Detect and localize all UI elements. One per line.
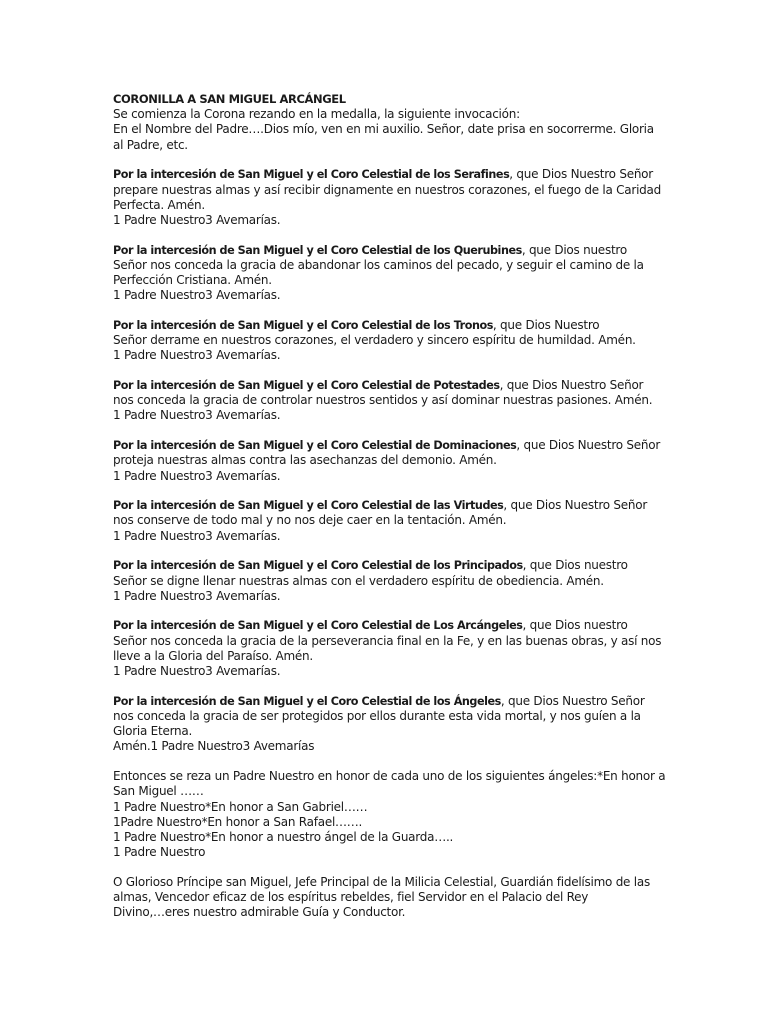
section-first-line (113, 318, 658, 333)
document-page (113, 92, 666, 920)
intro-line: al Padre, etc. (113, 137, 188, 152)
section-first-rest: , que Dios Nuestro Señor (500, 693, 645, 708)
prayer-section-tronos (113, 318, 658, 364)
section-first-rest: , que Dios Nuestro Señor (503, 498, 648, 513)
section-line: Perfecta. Amén. (113, 197, 205, 212)
section-first-rest: , que Dios Nuestro Señor (499, 378, 644, 393)
angels-line: Entonces se reza un Padre Nuestro en honor de cada uno de los siguientes ángeles:*En honor a (113, 769, 666, 784)
prayer-section-potestades (113, 378, 658, 424)
section-closing: 1 Padre Nuestro3 Avemarías. (113, 528, 281, 543)
prayer-section-serafines (113, 167, 662, 228)
section-line: Gloria Eterna. (113, 724, 193, 739)
section-line: nos conceda la gracia de ser protegidos por ellos durante esta vida mortal, y nos guíen a la (113, 709, 641, 723)
prayer-section-angeles (113, 694, 658, 755)
section-lead: Por la intercesión de San Miguel y el Coro Celestial de los Serafines (113, 168, 510, 182)
section-closing: 1 Padre Nuestro3 Avemarías. (113, 348, 281, 363)
section-line: proteja nuestras almas contra las asechanzas del demonio. Amén. (113, 453, 497, 468)
section-first-rest: , que Dios Nuestro (492, 317, 600, 332)
prayer-section-dominaciones (113, 438, 661, 484)
section-first-rest: , que Dios Nuestro Señor (516, 438, 661, 453)
section-first-line (113, 558, 658, 573)
angels-line: 1 Padre Nuestro*En honor a San Gabriel…… (113, 799, 368, 814)
angels-line: San Miguel …… (113, 784, 204, 799)
section-first-rest: , que Dios Nuestro Señor (509, 167, 653, 182)
intro-line: Se comienza la Corona rezando en la medalla, la siguiente invocación: (113, 107, 520, 122)
section-line: Perfección Cristiana. Amén. (113, 273, 272, 288)
section-lead: Por la intercesión de San Miguel y el Coro Celestial de los Principados (113, 559, 523, 573)
section-lead: Por la intercesión de San Miguel y el Coro Celestial de los Tronos (113, 318, 493, 332)
prayer-section-virtudes (113, 498, 658, 544)
section-line: lleve a la Gloria del Paraíso. Amén. (113, 648, 313, 663)
angels-line: 1 Padre Nuestro*En honor a nuestro ángel de la Guarda….. (113, 829, 454, 844)
section-line: Señor nos conceda la gracia de la perseverancia final en la Fe, y en las buenas obras, y así nos (113, 633, 662, 648)
section-lead: Por la intercesión de San Miguel y el Coro Celestial de los Querubines (113, 243, 522, 257)
prayer-section-principados (113, 558, 658, 604)
section-first-line (113, 618, 658, 633)
section-line: Señor se digne llenar nuestras almas con el verdadero espíritu de obediencia. Amén. (113, 573, 604, 588)
section-closing: Amén.1 Padre Nuestro3 Avemarías (113, 739, 315, 754)
section-lead: Por la intercesión de San Miguel y el Coro Celestial de Dominaciones (113, 439, 517, 453)
angels-line: 1Padre Nuestro*En honor a San Rafael……. (113, 814, 363, 829)
section-line: nos conceda la gracia de controlar nuestros sentidos y así dominar nuestras pasiones. Amén. (113, 393, 653, 408)
final-prayer-line: almas, Vencedor eficaz de los espíritus rebeldes, fiel Servidor en el Palacio del Rey (113, 890, 589, 905)
section-first-rest: , que Dios nuestro (522, 618, 628, 633)
section-first-line (113, 167, 658, 182)
section-first-line (113, 378, 658, 393)
final-prayer-line: O Glorioso Príncipe san Miguel, Jefe Principal de la Milicia Celestial, Guardián fidelísimo de las (113, 874, 650, 889)
document-title: CORONILLA A SAN MIGUEL ARCÁNGEL (113, 92, 346, 106)
angels-paragraph (113, 769, 666, 860)
section-lead: Por la intercesión de San Miguel y el Coro Celestial de las Virtudes (113, 499, 504, 513)
section-closing: 1 Padre Nuestro3 Avemarías. (113, 588, 281, 603)
prayer-section-arcangeles (113, 618, 662, 679)
prayer-section-querubines (113, 243, 658, 304)
section-line: nos conserve de todo mal y no nos deje caer en la tentación. Amén. (113, 513, 507, 528)
section-closing: 1 Padre Nuestro3 Avemarías. (113, 408, 281, 423)
intro-paragraph (113, 107, 658, 153)
section-closing: 1 Padre Nuestro3 Avemarías. (113, 664, 281, 679)
angels-line: 1 Padre Nuestro (113, 845, 206, 860)
section-lead: Por la intercesión de San Miguel y el Coro Celestial de Los Arcángeles (113, 619, 523, 633)
section-lead: Por la intercesión de San Miguel y el Coro Celestial de los Ángeles (113, 694, 501, 708)
section-first-line (113, 243, 658, 258)
section-closing: 1 Padre Nuestro3 Avemarías. (113, 468, 281, 483)
section-line: Señor nos conceda la gracia de abandonar los caminos del pecado, y seguir el camino de la (113, 257, 644, 272)
section-lead: Por la intercesión de San Miguel y el Coro Celestial de Potestades (113, 379, 500, 393)
section-closing: 1 Padre Nuestro3 Avemarías. (113, 288, 281, 303)
section-first-rest: , que Dios nuestro (522, 558, 628, 573)
intro-line: En el Nombre del Padre….Dios mío, ven en mi auxilio. Señor, date prisa en socorrerme. Gloria (113, 122, 654, 137)
section-line: Señor derrame en nuestros corazones, el verdadero y sincero espíritu de humildad. Amén. (113, 333, 636, 348)
section-first-line (113, 694, 658, 709)
section-first-line (113, 438, 661, 453)
section-first-line (113, 498, 658, 513)
section-line: prepare nuestras almas y así recibir dignamente en nuestros corazones, el fuego de la Caridad (113, 182, 662, 197)
section-first-rest: , que Dios nuestro (521, 242, 627, 257)
final-prayer-paragraph (113, 875, 658, 921)
section-closing: 1 Padre Nuestro3 Avemarías. (113, 212, 281, 227)
final-prayer-line: Divino,…eres nuestro admirable Guía y Conductor. (113, 905, 406, 920)
